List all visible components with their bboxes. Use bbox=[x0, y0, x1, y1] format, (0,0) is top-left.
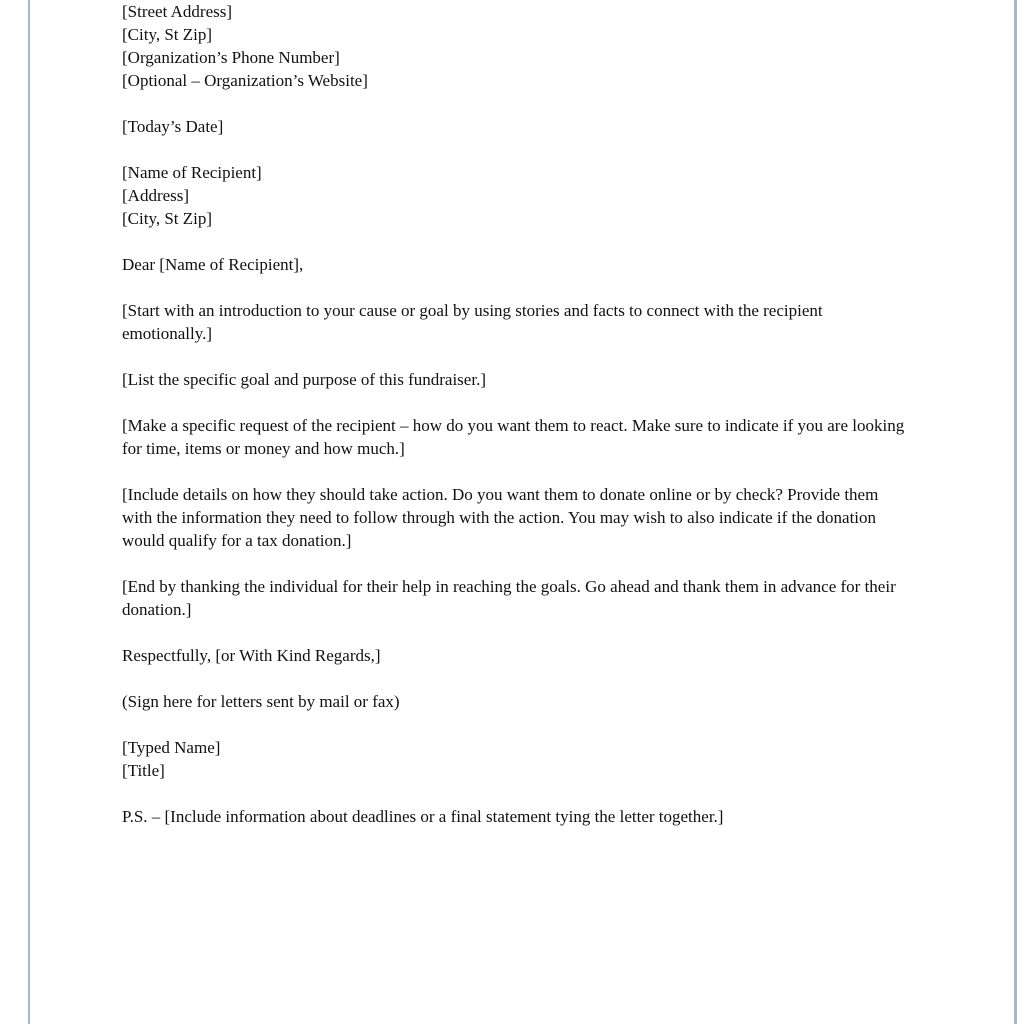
paragraph-goal: [List the specific goal and purpose of this fundraiser.] bbox=[122, 370, 486, 389]
sender-website: [Optional – Organization’s Website] bbox=[122, 71, 368, 90]
spacer bbox=[122, 230, 912, 253]
closing: Respectfully, [or With Kind Regards,] bbox=[122, 646, 381, 665]
sender-city: [City, St Zip] bbox=[122, 25, 213, 44]
spacer bbox=[122, 552, 912, 575]
recipient-city: [City, St Zip] bbox=[122, 209, 213, 228]
recipient-name: [Name of Recipient] bbox=[122, 163, 262, 182]
spacer bbox=[122, 621, 912, 644]
recipient-address: [Address] bbox=[122, 186, 190, 205]
letter-body bbox=[122, 0, 912, 828]
spacer bbox=[122, 782, 912, 805]
signer-title: [Title] bbox=[122, 761, 165, 780]
salutation: Dear [Name of Recipient], bbox=[122, 255, 304, 274]
spacer bbox=[122, 713, 912, 736]
typed-name: [Typed Name] bbox=[122, 738, 221, 757]
spacer bbox=[122, 460, 912, 483]
postscript: P.S. – [Include information about deadlines or a final statement tying the letter together.] bbox=[122, 807, 724, 826]
paragraph-request: [Make a specific request of the recipient – how do you want them to react. Make sure to indicate if you are looking for time, items or money and how much.] bbox=[122, 416, 905, 458]
sender-street: [Street Address] bbox=[122, 2, 233, 21]
page-border-left bbox=[28, 0, 30, 1024]
spacer bbox=[122, 345, 912, 368]
paragraph-thanks: [End by thanking the individual for their help in reaching the goals. Go ahead and thank them in advance for their donation.] bbox=[122, 577, 896, 619]
paragraph-action: [Include details on how they should take action. Do you want them to donate online or by check? Provide them with the information they need to follow through with the action. You may wish to also indicate if the donation would qualify for a tax donation.] bbox=[122, 485, 879, 550]
sender-phone: [Organization’s Phone Number] bbox=[122, 48, 340, 67]
spacer bbox=[122, 276, 912, 299]
paragraph-introduction: [Start with an introduction to your cause or goal by using stories and facts to connect with the recipient emotionally.] bbox=[122, 301, 823, 343]
signature-note: (Sign here for letters sent by mail or fax) bbox=[122, 692, 400, 711]
spacer bbox=[122, 138, 912, 161]
spacer bbox=[122, 391, 912, 414]
letter-date: [Today’s Date] bbox=[122, 117, 224, 136]
spacer bbox=[122, 667, 912, 690]
page-border-right bbox=[1014, 0, 1017, 1024]
spacer bbox=[122, 92, 912, 115]
